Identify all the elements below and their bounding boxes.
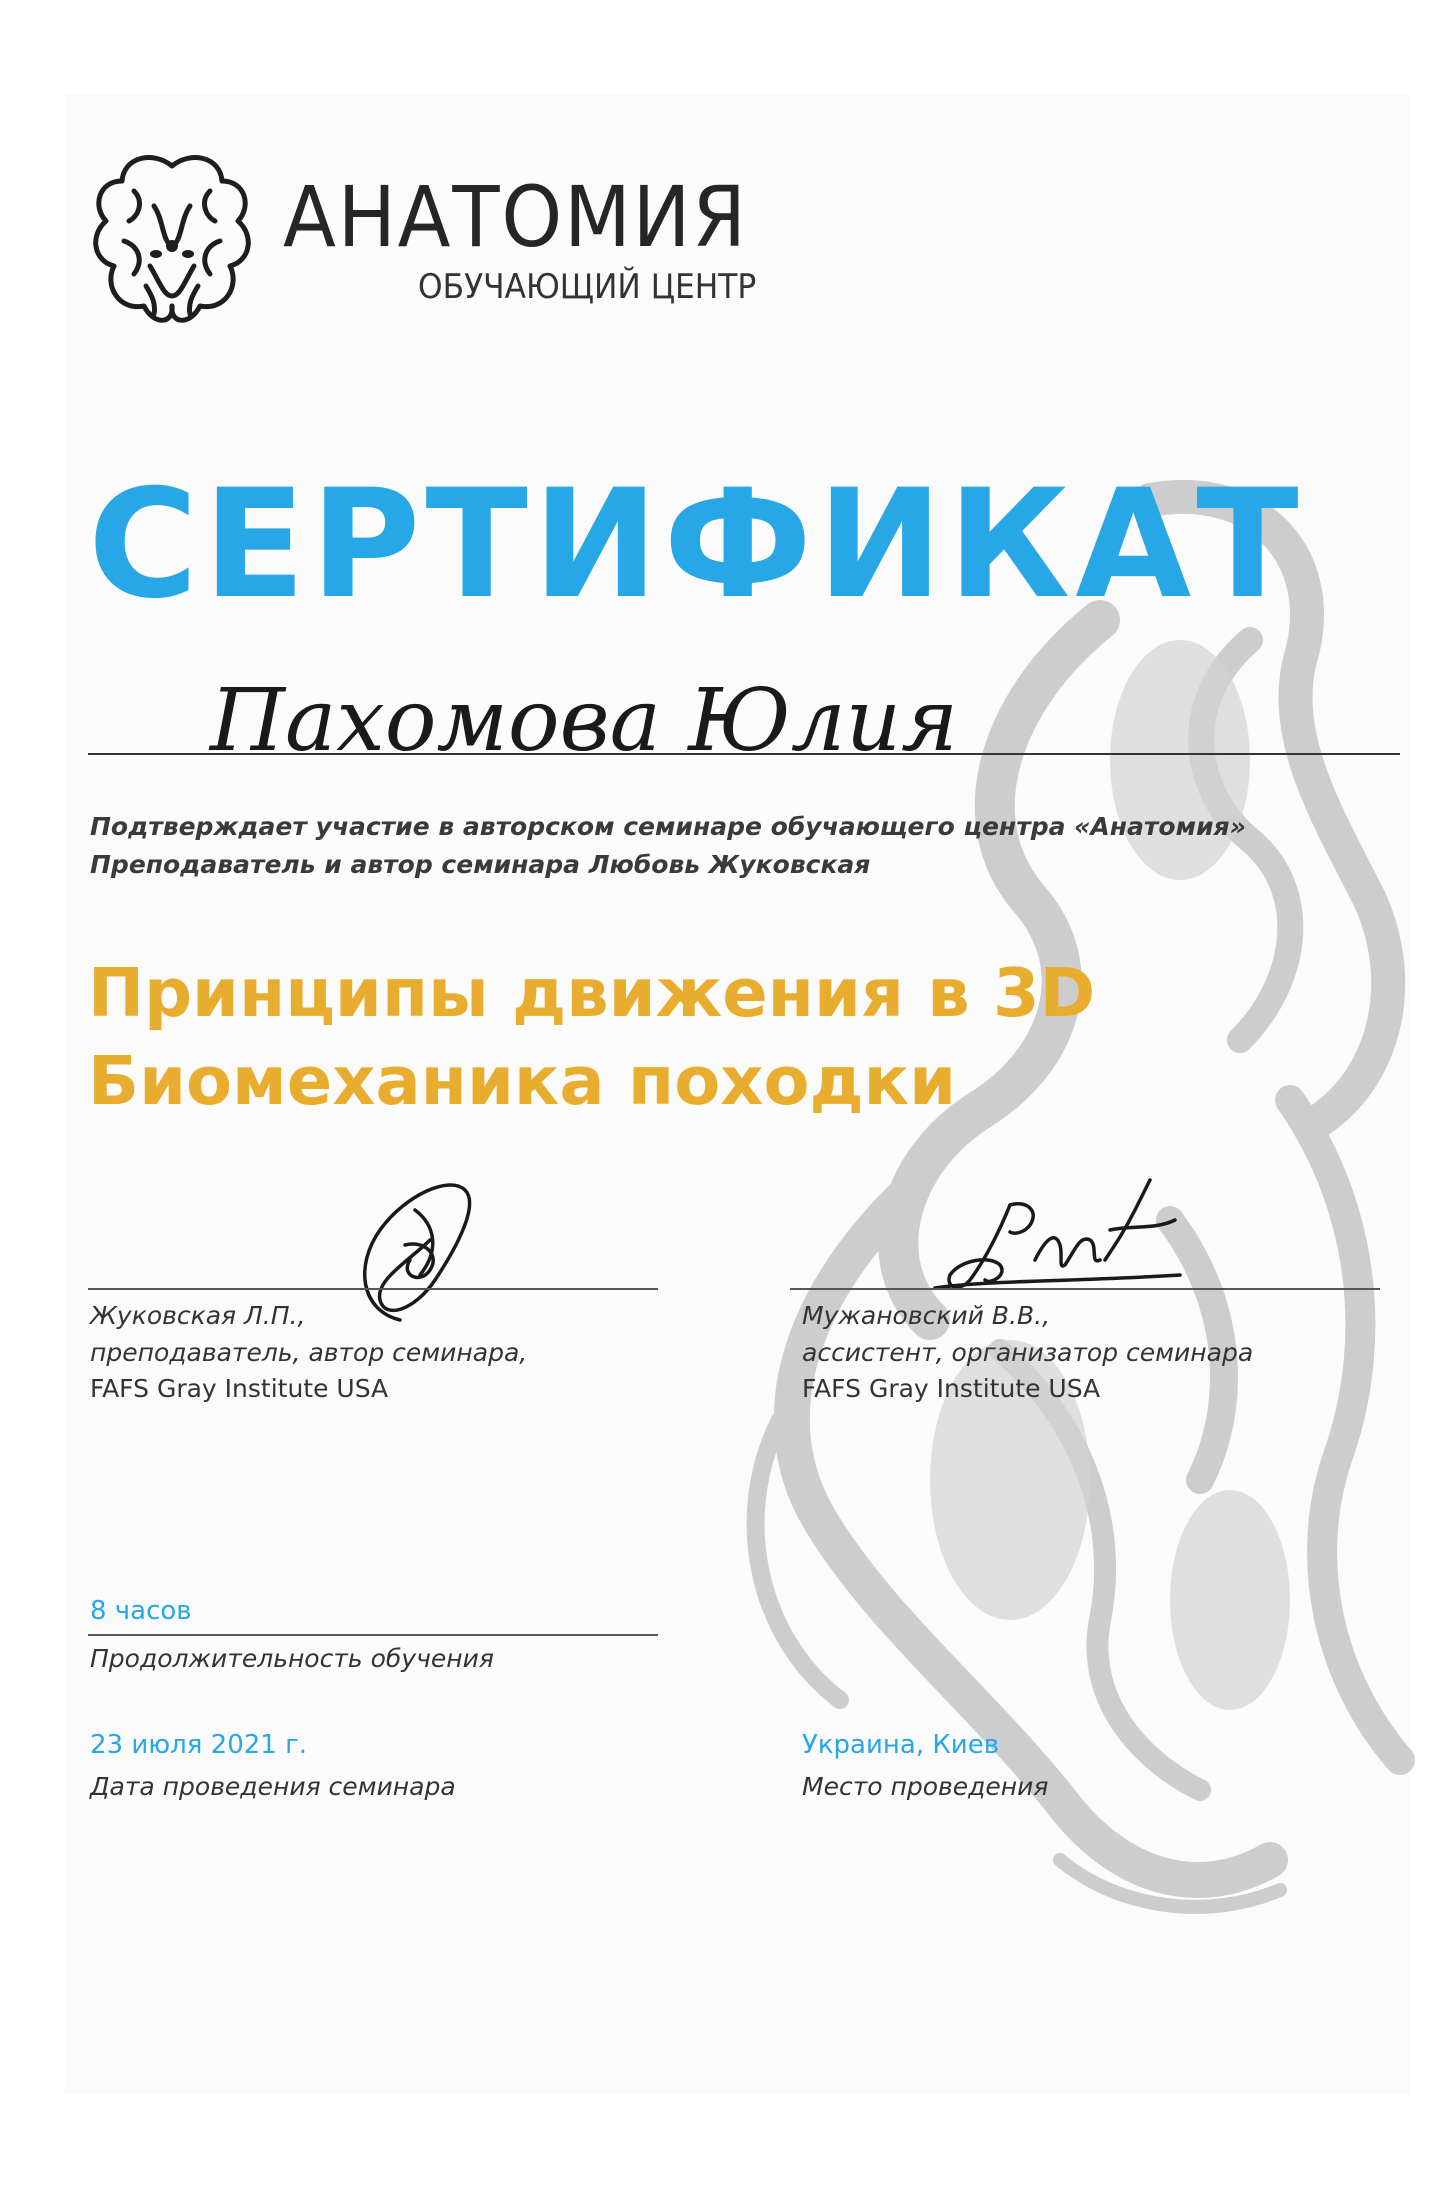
place-value: Украина, Киев [802, 1730, 1000, 1760]
signatory-right-org: FAFS Gray Institute USA [802, 1374, 1101, 1403]
date-label: Дата проведения семинара [90, 1772, 456, 1801]
recipient-name: Пахомова Юлия [210, 671, 959, 770]
signatory-left [90, 1298, 527, 1408]
logo-title: АНАТОМИЯ [283, 168, 748, 266]
duration-underline [88, 1634, 658, 1636]
logo-subtitle: ОБУЧАЮЩИЙ ЦЕНТР [418, 267, 757, 307]
signatory-left-name: Жуковская Л.П., [90, 1301, 306, 1330]
certificate-title: СЕРТИФИКАТ [88, 458, 1304, 632]
name-underline [88, 753, 1400, 755]
signature-line-right [790, 1288, 1380, 1290]
duration-value: 8 часов [90, 1596, 192, 1626]
course-title [88, 950, 1095, 1126]
signatory-right-name: Мужановский В.В., [802, 1301, 1051, 1330]
confirmation-text [90, 808, 1246, 883]
signatory-right-role: ассистент, организатор семинара [802, 1337, 1254, 1367]
place-label: Место проведения [802, 1772, 1049, 1801]
signatory-left-role: преподаватель, автор семинара, [90, 1337, 528, 1367]
confirmation-line-2: Преподаватель и автор семинара Любовь Жуковская [90, 849, 871, 879]
duration-label: Продолжительность обучения [90, 1644, 494, 1673]
signatory-left-org: FAFS Gray Institute USA [90, 1374, 389, 1403]
signature-line-left [88, 1288, 658, 1290]
course-line-2: Биомеханика походки [88, 1041, 957, 1120]
confirmation-line-1: Подтверждает участие в авторском семинаре обучающего центра «Анатомия» [90, 812, 1246, 841]
signature-muzhanovsky [930, 1170, 1190, 1300]
date-value: 23 июля 2021 г. [90, 1730, 308, 1760]
brain-anatomy-icon [84, 146, 260, 336]
signatory-right [802, 1298, 1253, 1408]
course-line-1: Принципы движения в 3D [88, 954, 1096, 1032]
